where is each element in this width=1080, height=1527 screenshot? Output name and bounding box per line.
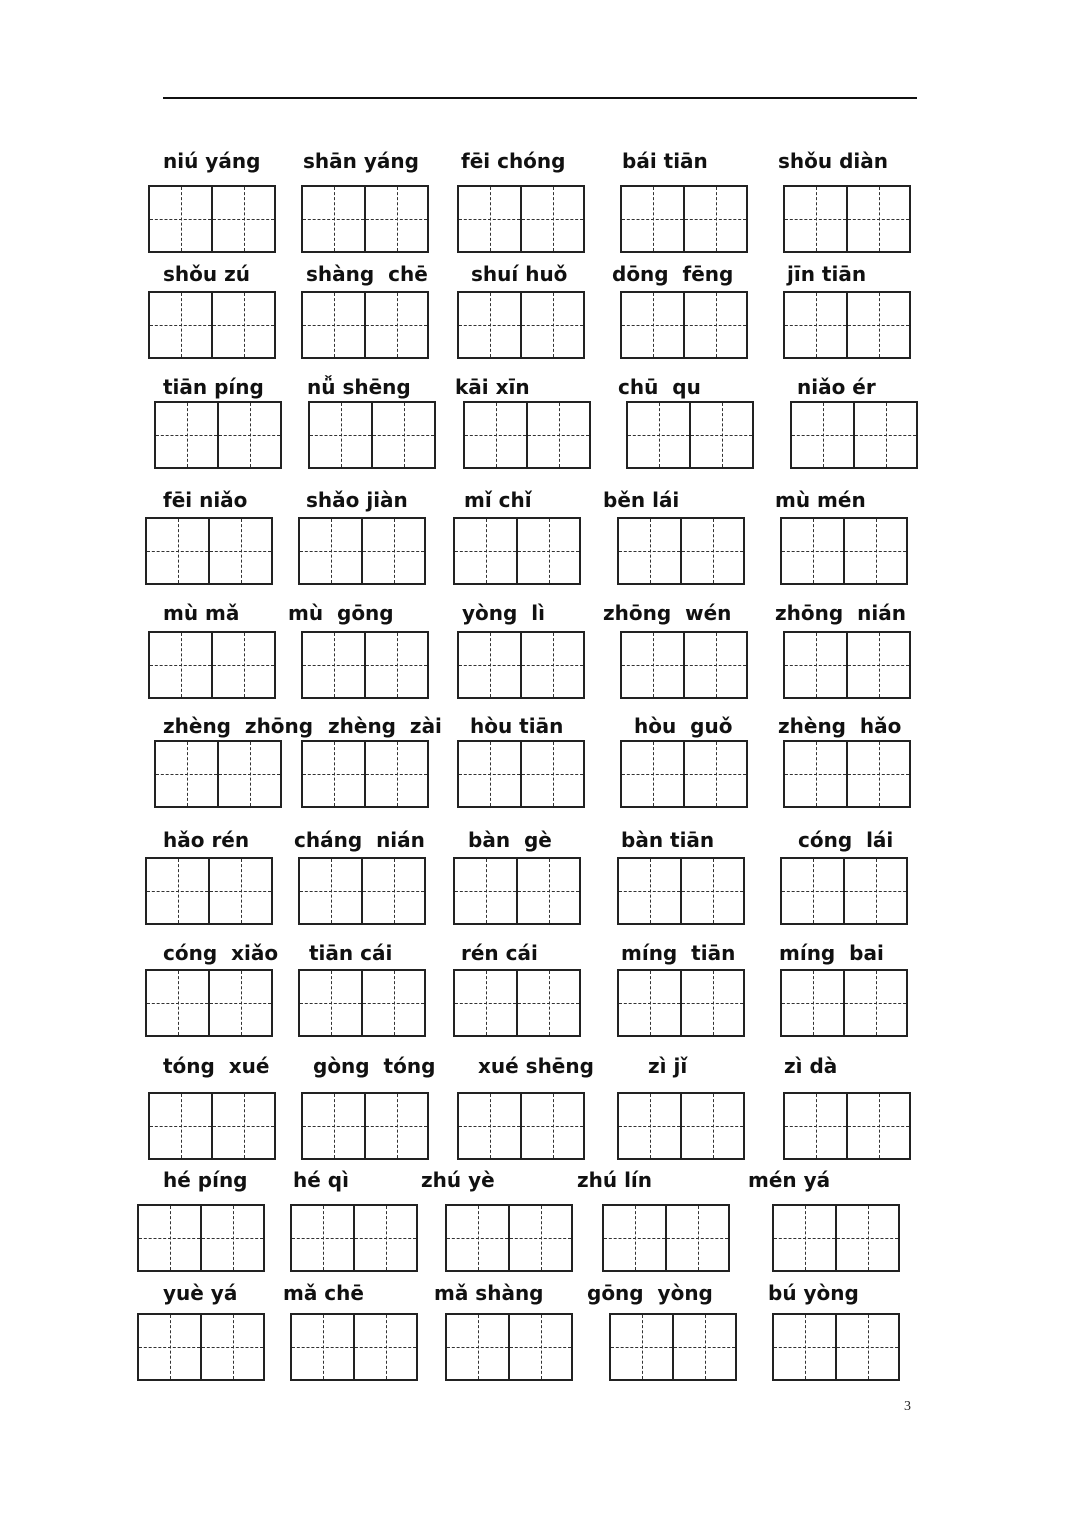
tianzige-cell[interactable] xyxy=(364,633,427,697)
tianzige-cell[interactable] xyxy=(300,971,361,1035)
tianzige-cell[interactable] xyxy=(459,742,520,806)
pinyin-label: zhèng hǎo xyxy=(778,714,902,738)
tianzige-cell[interactable] xyxy=(147,519,208,583)
tianzige-cell[interactable] xyxy=(211,633,274,697)
tianzige-cell[interactable] xyxy=(303,187,364,251)
pinyin-label: shàng chē xyxy=(306,262,428,286)
writing-box[interactable] xyxy=(457,1092,585,1160)
tianzige-cell[interactable] xyxy=(353,1206,416,1270)
pinyin-label: nǚ shēng xyxy=(307,375,411,399)
tianzige-cell[interactable] xyxy=(508,1315,571,1379)
pinyin-label: yòng lì xyxy=(462,601,545,625)
tianzige-cell[interactable] xyxy=(353,1315,416,1379)
tianzige-cell[interactable] xyxy=(846,742,909,806)
writing-box[interactable] xyxy=(453,969,581,1037)
pinyin-label: kāi xīn xyxy=(455,375,530,399)
pinyin-label: zhú yè xyxy=(421,1168,495,1192)
tianzige-cell[interactable] xyxy=(292,1315,353,1379)
tianzige-cell[interactable] xyxy=(465,403,526,467)
pinyin-label: xué shēng xyxy=(478,1054,594,1078)
writing-box[interactable] xyxy=(617,517,745,585)
pinyin-label: dōng fēng xyxy=(612,262,734,286)
pinyin-label: zhú lín xyxy=(577,1168,653,1192)
pinyin-label: zhèng zài xyxy=(328,714,442,738)
tianzige-cell[interactable] xyxy=(846,633,909,697)
writing-box[interactable] xyxy=(783,740,911,808)
tianzige-cell[interactable] xyxy=(843,859,906,923)
pinyin-label: zì jǐ xyxy=(648,1054,688,1078)
tianzige-cell[interactable] xyxy=(200,1315,263,1379)
writing-box[interactable] xyxy=(148,185,276,253)
tianzige-cell[interactable] xyxy=(782,971,843,1035)
pinyin-label: shǒu zú xyxy=(163,262,250,286)
writing-box[interactable] xyxy=(617,1092,745,1160)
writing-box[interactable] xyxy=(620,740,748,808)
tianzige-cell[interactable] xyxy=(516,859,579,923)
pinyin-label: tiān cái xyxy=(309,941,393,965)
tianzige-cell[interactable] xyxy=(785,293,846,357)
tianzige-cell[interactable] xyxy=(782,859,843,923)
tianzige-cell[interactable] xyxy=(846,1094,909,1158)
writing-box[interactable] xyxy=(620,291,748,359)
page-number: 3 xyxy=(904,1399,911,1414)
writing-box[interactable] xyxy=(298,969,426,1037)
tianzige-cell[interactable] xyxy=(300,519,361,583)
writing-box[interactable] xyxy=(783,185,911,253)
writing-box[interactable] xyxy=(298,517,426,585)
tianzige-cell[interactable] xyxy=(782,519,843,583)
tianzige-cell[interactable] xyxy=(611,1315,672,1379)
tianzige-cell[interactable] xyxy=(156,742,217,806)
tianzige-cell[interactable] xyxy=(364,742,427,806)
pinyin-label: běn lái xyxy=(603,488,680,512)
tianzige-cell[interactable] xyxy=(292,1206,353,1270)
tianzige-cell[interactable] xyxy=(300,859,361,923)
tianzige-cell[interactable] xyxy=(846,187,909,251)
writing-box[interactable] xyxy=(626,401,754,469)
pinyin-label: hòu guǒ xyxy=(634,714,733,738)
writing-box[interactable] xyxy=(617,857,745,925)
tianzige-cell[interactable] xyxy=(520,1094,583,1158)
pinyin-label: gòng tóng xyxy=(313,1054,436,1078)
writing-box[interactable] xyxy=(154,401,282,469)
tianzige-cell[interactable] xyxy=(683,633,746,697)
writing-box[interactable] xyxy=(145,969,273,1037)
tianzige-cell[interactable] xyxy=(310,403,371,467)
writing-box[interactable] xyxy=(301,185,429,253)
tianzige-cell[interactable] xyxy=(508,1206,571,1270)
writing-box[interactable] xyxy=(445,1204,573,1272)
pinyin-label: mù mén xyxy=(775,488,866,512)
tianzige-cell[interactable] xyxy=(303,1094,364,1158)
tianzige-cell[interactable] xyxy=(526,403,589,467)
writing-box[interactable] xyxy=(783,291,911,359)
writing-box[interactable] xyxy=(445,1313,573,1381)
tianzige-cell[interactable] xyxy=(150,293,211,357)
tianzige-cell[interactable] xyxy=(459,1094,520,1158)
writing-box[interactable] xyxy=(154,740,282,808)
pinyin-label: bái tiān xyxy=(622,149,708,173)
tianzige-cell[interactable] xyxy=(835,1206,898,1270)
pinyin-label: zhèng zhōng xyxy=(163,714,314,738)
tianzige-cell[interactable] xyxy=(364,293,427,357)
tianzige-cell[interactable] xyxy=(846,293,909,357)
pinyin-label: gōng yòng xyxy=(587,1281,713,1305)
tianzige-cell[interactable] xyxy=(516,519,579,583)
writing-box[interactable] xyxy=(148,1092,276,1160)
writing-box[interactable] xyxy=(772,1313,900,1381)
tianzige-cell[interactable] xyxy=(459,293,520,357)
writing-box[interactable] xyxy=(301,1092,429,1160)
tianzige-cell[interactable] xyxy=(303,742,364,806)
pinyin-label: bàn gè xyxy=(468,828,552,852)
writing-box[interactable] xyxy=(463,401,591,469)
writing-box[interactable] xyxy=(290,1313,418,1381)
tianzige-cell[interactable] xyxy=(683,293,746,357)
tianzige-cell[interactable] xyxy=(843,519,906,583)
tianzige-cell[interactable] xyxy=(455,519,516,583)
tianzige-cell[interactable] xyxy=(619,519,680,583)
tianzige-cell[interactable] xyxy=(139,1315,200,1379)
tianzige-cell[interactable] xyxy=(622,633,683,697)
writing-box[interactable] xyxy=(137,1313,265,1381)
tianzige-cell[interactable] xyxy=(217,742,280,806)
tianzige-cell[interactable] xyxy=(622,187,683,251)
tianzige-cell[interactable] xyxy=(619,971,680,1035)
writing-box[interactable] xyxy=(602,1204,730,1272)
pinyin-label: mù mǎ xyxy=(163,601,240,625)
tianzige-cell[interactable] xyxy=(200,1206,263,1270)
tianzige-cell[interactable] xyxy=(303,293,364,357)
tianzige-cell[interactable] xyxy=(208,971,271,1035)
writing-box[interactable] xyxy=(780,517,908,585)
tianzige-cell[interactable] xyxy=(208,859,271,923)
writing-box[interactable] xyxy=(620,631,748,699)
tianzige-cell[interactable] xyxy=(628,403,689,467)
pinyin-label: bàn tiān xyxy=(621,828,715,852)
tianzige-cell[interactable] xyxy=(622,293,683,357)
tianzige-cell[interactable] xyxy=(150,187,211,251)
tianzige-cell[interactable] xyxy=(604,1206,665,1270)
writing-box[interactable] xyxy=(301,291,429,359)
tianzige-cell[interactable] xyxy=(211,1094,274,1158)
writing-box[interactable] xyxy=(457,631,585,699)
tianzige-cell[interactable] xyxy=(150,1094,211,1158)
tianzige-cell[interactable] xyxy=(520,633,583,697)
tianzige-cell[interactable] xyxy=(665,1206,728,1270)
pinyin-label: míng bai xyxy=(779,941,884,965)
pinyin-label: mǐ chǐ xyxy=(464,488,532,512)
tianzige-cell[interactable] xyxy=(680,971,743,1035)
tianzige-cell[interactable] xyxy=(459,187,520,251)
tianzige-cell[interactable] xyxy=(683,742,746,806)
writing-box[interactable] xyxy=(790,401,918,469)
pinyin-label: shān yáng xyxy=(303,149,419,173)
pinyin-label: hǎo rén xyxy=(163,828,250,852)
pinyin-label: zì dà xyxy=(784,1054,838,1078)
tianzige-cell[interactable] xyxy=(785,187,846,251)
writing-box[interactable] xyxy=(301,740,429,808)
writing-box[interactable] xyxy=(148,631,276,699)
pinyin-label: hòu tiān xyxy=(470,714,564,738)
pinyin-label: tiān píng xyxy=(163,375,264,399)
tianzige-cell[interactable] xyxy=(619,1094,680,1158)
pinyin-label: bú yòng xyxy=(768,1281,859,1305)
tianzige-cell[interactable] xyxy=(364,1094,427,1158)
writing-box[interactable] xyxy=(453,517,581,585)
tianzige-cell[interactable] xyxy=(217,403,280,467)
tianzige-cell[interactable] xyxy=(520,293,583,357)
pinyin-label: chū qu xyxy=(618,375,701,399)
pinyin-label: fēi chóng xyxy=(461,149,566,173)
tianzige-cell[interactable] xyxy=(156,403,217,467)
pinyin-label: hé píng xyxy=(163,1168,248,1192)
writing-box[interactable] xyxy=(145,857,273,925)
writing-box[interactable] xyxy=(620,185,748,253)
tianzige-cell[interactable] xyxy=(303,633,364,697)
tianzige-cell[interactable] xyxy=(208,519,271,583)
tianzige-cell[interactable] xyxy=(680,1094,743,1158)
tianzige-cell[interactable] xyxy=(792,403,853,467)
tianzige-cell[interactable] xyxy=(680,859,743,923)
tianzige-cell[interactable] xyxy=(211,187,274,251)
tianzige-cell[interactable] xyxy=(672,1315,735,1379)
tianzige-cell[interactable] xyxy=(520,187,583,251)
pinyin-label: mén yá xyxy=(748,1168,831,1192)
tianzige-cell[interactable] xyxy=(364,187,427,251)
tianzige-cell[interactable] xyxy=(147,859,208,923)
pinyin-label: niú yáng xyxy=(163,149,261,173)
tianzige-cell[interactable] xyxy=(455,859,516,923)
writing-box[interactable] xyxy=(772,1204,900,1272)
tianzige-cell[interactable] xyxy=(147,971,208,1035)
pinyin-label: mǎ chē xyxy=(283,1281,364,1305)
tianzige-cell[interactable] xyxy=(447,1315,508,1379)
tianzige-cell[interactable] xyxy=(211,293,274,357)
tianzige-cell[interactable] xyxy=(689,403,752,467)
writing-box[interactable] xyxy=(617,969,745,1037)
pinyin-label: zhōng wén xyxy=(603,601,732,625)
writing-box[interactable] xyxy=(609,1313,737,1381)
tianzige-cell[interactable] xyxy=(785,1094,846,1158)
pinyin-label: shuí huǒ xyxy=(471,262,568,286)
writing-box[interactable] xyxy=(148,291,276,359)
pinyin-label: rén cái xyxy=(461,941,538,965)
writing-box[interactable] xyxy=(137,1204,265,1272)
writing-box[interactable] xyxy=(780,969,908,1037)
pinyin-label: cóng lái xyxy=(798,828,894,852)
writing-box[interactable] xyxy=(145,517,273,585)
pinyin-label: yuè yá xyxy=(163,1281,238,1305)
pinyin-label: shǎo jiàn xyxy=(306,488,408,512)
writing-box[interactable] xyxy=(301,631,429,699)
tianzige-cell[interactable] xyxy=(516,971,579,1035)
tianzige-cell[interactable] xyxy=(785,633,846,697)
tianzige-cell[interactable] xyxy=(361,519,424,583)
writing-box[interactable] xyxy=(783,1092,911,1160)
tianzige-cell[interactable] xyxy=(459,633,520,697)
writing-box[interactable] xyxy=(308,401,436,469)
tianzige-cell[interactable] xyxy=(361,859,424,923)
writing-box[interactable] xyxy=(780,857,908,925)
tianzige-cell[interactable] xyxy=(371,403,434,467)
tianzige-cell[interactable] xyxy=(785,742,846,806)
tianzige-cell[interactable] xyxy=(683,187,746,251)
tianzige-cell[interactable] xyxy=(835,1315,898,1379)
pinyin-label: shǒu diàn xyxy=(778,149,888,173)
writing-box[interactable] xyxy=(290,1204,418,1272)
writing-box[interactable] xyxy=(457,291,585,359)
pinyin-label: cháng nián xyxy=(294,828,425,852)
tianzige-cell[interactable] xyxy=(447,1206,508,1270)
writing-box[interactable] xyxy=(457,740,585,808)
writing-box[interactable] xyxy=(783,631,911,699)
pinyin-label: fēi niǎo xyxy=(163,488,248,512)
tianzige-cell[interactable] xyxy=(150,633,211,697)
writing-box[interactable] xyxy=(298,857,426,925)
tianzige-cell[interactable] xyxy=(455,971,516,1035)
tianzige-cell[interactable] xyxy=(853,403,916,467)
pinyin-label: mù gōng xyxy=(288,601,394,625)
pinyin-label: mǎ shàng xyxy=(434,1281,544,1305)
pinyin-label: niǎo ér xyxy=(797,375,876,399)
pinyin-label: hé qì xyxy=(293,1168,349,1192)
writing-box[interactable] xyxy=(453,857,581,925)
tianzige-cell[interactable] xyxy=(774,1315,835,1379)
tianzige-cell[interactable] xyxy=(139,1206,200,1270)
pinyin-label: jīn tiān xyxy=(787,262,867,286)
pinyin-label: míng tiān xyxy=(621,941,736,965)
tianzige-cell[interactable] xyxy=(843,971,906,1035)
tianzige-cell[interactable] xyxy=(622,742,683,806)
pinyin-label: cóng xiǎo xyxy=(163,941,279,965)
tianzige-cell[interactable] xyxy=(619,859,680,923)
pinyin-label: zhōng nián xyxy=(775,601,906,625)
top-rule xyxy=(163,97,917,99)
tianzige-cell[interactable] xyxy=(520,742,583,806)
tianzige-cell[interactable] xyxy=(361,971,424,1035)
tianzige-cell[interactable] xyxy=(774,1206,835,1270)
pinyin-label: tóng xué xyxy=(163,1054,270,1078)
tianzige-cell[interactable] xyxy=(680,519,743,583)
writing-box[interactable] xyxy=(457,185,585,253)
